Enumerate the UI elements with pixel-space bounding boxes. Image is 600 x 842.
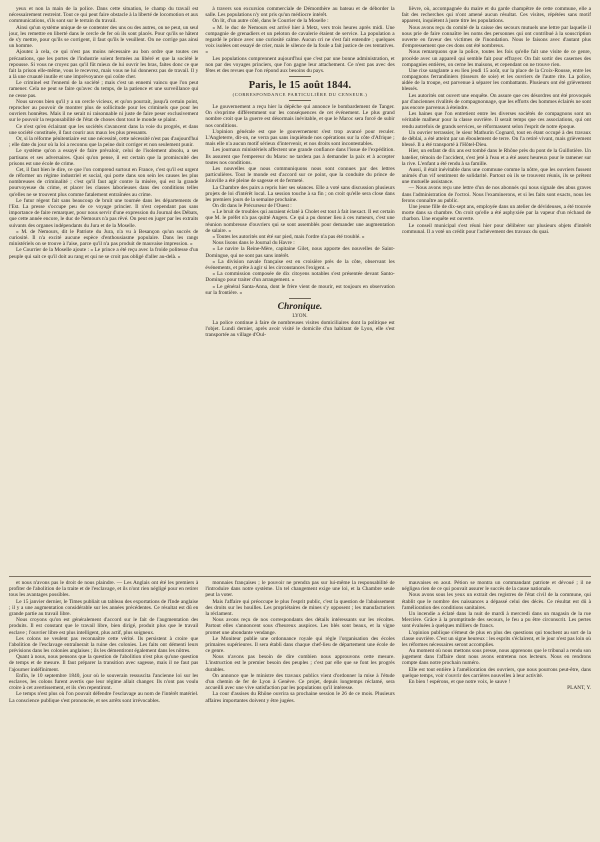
paragraph: La Chambre des pairs a repris hier ses séances. Elle a voté sans discussion plusieurs projets de loi d'intérêt local. La session touche à sa fin ; on croit qu'elle sera close dans les premiers jours de la semaine prochaine. [205,184,395,203]
divider [289,298,311,299]
paragraph: Le gouvernement a reçu hier la dépêche qui annonce le bombardement de Tanger. On s'exprime différemment sur les conséquences de cet événement. Le plus grand nombre croit que la guerre est désormais inévitable, et que le Maroc sera forcé de subir nos conditions. [205,104,395,129]
paragraph: Le Moniteur publie une ordonnance royale qui règle l'organisation des écoles primaires supérieures. Il sera établi dans chaque chef-lieu de département une école de ce genre. [205,635,395,655]
paragraph: Elle est tout entière à l'amélioration des ouvriers, que nous pourrons peut-être, dans quelque temps, voir s'ouvrir des carrières nouvelles à leur activité. [401,666,591,679]
paragraph: « La division navale française est en croisière près de la côte, observant les événements, et prête à agir si les circonstances l'exigent. » [205,258,395,271]
paragraph: Les autorités ont ouvert une enquête. On assure que ces désordres ont été provoqués par d'anciennes rivalités de compagnonnage, que les efforts des hommes éclairés ne sont pas encore parvenus à éteindre. [401,92,591,111]
paragraph: En bien ! espérons, et que notre voix, le sauve ! [408,679,511,685]
paragraph: yeux et non la main de la police. Dans cette situation, le champ du travail est nécessairement restreint. Tout ce qui peut faire obstacle à la liberté de locomotion et aux communications, s'ils sont sur le terrain du travail. [9,6,199,25]
paragraph: Cet, il faut bien le dire, ce que l'on comprend surtout en France, c'est qu'il est urgent de réformer un régime industriel et social, qui porte dans son sein les causes les plus nombreuses de criminalité ; c'est qu'il faut agir contre la misère, qui est la grande pourvoyeuse du crime, et placer les classes laborieuses dans des conditions telles qu'elles ne se trouvent plus comme fatalement entraînées au crime. [9,166,199,198]
paragraph: Les nouvelles que nous communiquons nous sont connues par des lettres particulières. Tout le monde est d'accord sur ce point, que la conduite du prince de Joinville a été pleine de sagesse et de fermeté. [205,165,395,185]
section-heading: Chronique. [277,301,323,312]
column-1 [9,6,198,571]
paragraph: et nous n'avons pas le droit de nous plaindre. — Les Anglais ont été les premiers à profiter de l'abolition de la traite et de l'esclavage, et ils n'ont rien négligé pour en retirer tous les avantages possibles. [9,580,199,599]
paragraph: Nous croyons qu'on est généralement d'accord sur le fait de l'augmentation des produits. Il est constant que le travail libre, bien dirigé, produit plus que le travail esclave ; l'ouvrier libre est plus intelligent, plus actif, plus soigneux. [9,617,199,636]
paragraph: Une jeune fille de dix-sept ans, employée dans un atelier de dévideuses, a été trouvée morte dans sa chambre. On croit qu'elle a été asphyxiée par la vapeur d'un réchaud de charbon. Une enquête est ouverte. [401,204,591,223]
feuilleton-column-2 [205,580,394,838]
paragraph: La cour d'assises du Rhône ouvrira sa prochaine session le 26 de ce mois. Plusieurs affaires importantes doivent y être jugées. [205,691,395,704]
paragraph: Le Courrier de la Moselle ajoute : « Le prince a été reçu avec la froide politesse d'un peuple qui sait ce qu'il doit au rang et qui ne se croit pas obligé d'aller au-delà. » [9,247,199,260]
paragraph: Le temps n'est plus où l'on pouvait défendre l'esclavage au nom de l'intérêt matériel. La conscience publique s'est prononcée, et ses arrêts sont irrévocables. [9,691,199,704]
paragraph: Nous avons reçu de nos correspondants des détails intéressants sur les récoltes. Partout elles s'annoncent sous d'heureux auspices. Les blés sont beaux, et la vigne promet une abondante vendange. [205,617,395,636]
column-2 [205,6,394,571]
paragraph: On annonce que le ministre des travaux publics vient d'ordonner la mise à l'étude d'un chemin de fer de Lyon à Genève. Ce projet, depuis longtemps réclamé, sera accueilli avec une vive satisfaction par les populations qu'il intéresse. [205,672,395,692]
paragraph: Une rixe sanglante a eu lieu jeudi 15 août, sur la place de la Croix-Rousse, entre les compagnons ferrandiniers (tisseurs de soie) et les ouvriers de l'autre rite. La police, aidée de la troupe, est parvenue à séparer les combattants. Plusieurs ont été grièvement blessés. [401,67,591,93]
paragraph: Le conseil municipal s'est réuni hier pour délibérer sur plusieurs objets d'intérêt communal. Il a voté un crédit pour l'achèvement des travaux du quai. [401,222,591,235]
paragraph: « La commission composée de dix citoyens notables s'est présentée devant Santo-Domingo pour traiter d'un arrangement. » [205,271,395,284]
divider [289,76,311,77]
divider [289,100,311,101]
paragraph: à travers son excursion commerciale de Démonthère au bateau et de déborder la salle. Les populations n'y ont pris qu'un médiocre intérêt. [205,6,395,19]
feuilleton-section [9,576,591,838]
paragraph: Un incendie a éclaté dans la nuit de mardi à mercredi dans un magasin de la rue Mercière. Grâce à la promptitude des secours, le feu a pu être circonscrit. Les pertes sont évaluées à quelques milliers de francs. [401,610,591,630]
paragraph: Or, si la réforme pénitentiaire est une nécessité, cette nécessité n'est pas d'aujourd'hui ; elle date du jour où la loi a reconnu que la peine doit corriger et non seulement punir. [9,135,199,149]
paragraph: Les populations comprennent aujourd'hui que c'est par une bonne administration, et non par des voyages princiers, que l'on gagne leur attachement. Ce n'est pas avec des fêtes et des revues que l'on répond aux besoins du pays. [205,55,395,74]
paragraph: Le futur régent fait sans beaucoup de bruit une tournée dans les départements de l'Est. La presse s'occupe peu de ce voyage princier. Il n'est cependant pas sans importance de faire remarquer, pour nous servir d'une expression du Journal des Débats, que cette année encore, le duc de Nemours n'a pas rêvé. On peut en juger par les extraits suivants des organes indépendants du Jura et de la Moselle. [9,197,199,229]
column-3 [402,6,591,571]
paragraph: Quant à nous, nous pensons que la question de l'abolition n'est plus qu'une question de temps et de mesure. Il faut préparer la transition avec sagesse, mais il ne faut pas l'ajourner indéfiniment. [9,654,199,673]
paragraph: « M. de Nemours, dit le Patriote du Jura, n'a vu à Besançon qu'un succès de curiosité. Il n'a excité aucune espèce d'enthousiasme populaire. Dans les rangs ministériels on se trouve à l'aise, parce qu'il n'a pas produit de mauvaise impression. » [9,228,199,248]
paragraph: « M. le duc de Nemours est arrivé hier à Metz, vers trois heures après midi. Une compagnie de grenadiers et un peloton de cavalerie étaient de service. La population a regardé le prince avec une curiosité calme. Aucun cri ne s'est fait entendre ; quelques voix isolées ont essayé de crier, mais le silence de la foule a fait justice de ces tentatives. » [205,24,395,56]
signature: PLANT, Y. [567,685,591,692]
paragraph: « Le navire la Reine-Mère, capitaine Gilet, nous apporte des nouvelles de Saint-Domingue, qui ne sont pas sans intérêt. [205,246,395,259]
paragraph: On lit, d'un autre côté, dans le Courrier de la Moselle : [212,18,329,25]
paragraph: Nous lisons dans le Journal du Havre : [212,240,295,247]
paragraph: Les journaux ministériels affectent une grande confiance dans l'issue de l'expédition. Ils assurent que l'empereur du Maroc ne tardera pas à demander la paix et à accepter toutes nos conditions. [205,147,395,166]
paragraph: Nous avons reçu du comité de la caisse des secours mutuels une lettre par laquelle il nous prie de faire connaître les noms des personnes qui ont contribué à la souscription ouverte en faveur des victimes de l'inondation. Nous le faisons avec d'autant plus d'empressement que ces dons ont été nombreux. [401,24,591,50]
paragraph: L'opinion publique s'émeut de plus en plus des questions qui touchent au sort de la classe ouvrière. C'est un signe heureux : les esprits s'éclairent, et le jour n'est pas loin où les réformes nécessaires seront accomplies. [401,629,591,648]
paragraph: Le 15 janvier dernier, le Times publiait un tableau des exportations de l'Inde anglaise ; il y a une augmentation considérable sur les années précédentes. Ce résultat est dû en grande partie au travail libre. [9,598,199,617]
paragraph: Les haines que l'on entretient entre les diverses sociétés de compagnons sont un véritable malheur pour la classe ouvrière. Il serait temps que ces associations, qui ont rendu autrefois de grands services, se réformassent selon l'esprit de notre époque. [401,111,591,130]
paragraph: On dit dans le Précurseur de l'Ouest : [212,203,292,210]
paragraph: Mais l'affaire qui préoccupe le plus l'esprit public, c'est la question de l'abaissement des droits sur les houilles. Les propriétaires de mines s'y opposent ; les manufacturiers la réclament. [205,598,395,617]
feuilleton-column-3 [402,580,591,838]
paragraph: Au moment où nous mettons sous presse, nous apprenons que le tribunal a rendu son jugement dans l'affaire dont nous avons entretenu nos lecteurs. Nous en rendrons compte dans notre prochain numéro. [401,648,591,667]
paragraph: Le système qu'on a essayé de faire prévaloir, celui de l'isolement absolu, a ses partisans et ses adversaires. Quoi qu'on pense, il est certain que la promiscuité des prisons est une école de crime. [9,148,199,167]
paragraph: Enfin, le 10 septembre 1840, jour où le souverain ressuscita l'ancienne loi sur les esclaves, les colons furent avertis que leur régime allait changer. Ils n'ont pas voulu croire à cet avertissement, et ils s'en repentiront. [9,672,199,692]
paragraph: Nous remarquons que la police, toutes les fois qu'elle fait une visite de ce genre, procède avec un appareil qui semble fait pour effrayer. On fait sortir des casernes des compagnies entières, on cerne les maisons, et cependant on ne trouve rien. [401,49,591,68]
paragraph: « Le bruit de troubles qui auraient éclaté à Cholet est tout à fait inexact. Il est certain que M. le préfet n'a pas quitté Angers. Ce qui a pu donner lieu à ces rumeurs, c'est une réunion nombreuse d'ouvriers qui se sont assemblés pour demander une augmentation de salaire. » [205,209,395,234]
paragraph: monnaies françaises ; le pouvoir ne prendra pas sur lui-même la responsabilité de l'introduire dans notre système. Un tel changement exige une loi, et la Chambre seule peut la voter. [205,580,395,599]
feuilleton-column-1 [9,580,198,838]
upper-columns [9,6,591,571]
dateline-subheading: (CORRESPONDANCE PARTICULIÈRE DU CENSEUR.) [232,92,368,98]
paragraph: Aussi, il était inévitable dans une commune comme la nôtre, que les ouvriers fussent animés d'un vif sentiment de solidarité. Partout où ils se trouvent réunis, ils se prêtent une mutuelle assistance. [401,166,591,186]
paragraph: lièvre, où, accompagnée du maire et du garde champêtre de cette commune, elle a fait des recherches qui n'ont amené aucun résultat. Ces visites, répétées sans motif apparent, inquiètent à juste titre les populations. [401,6,591,25]
paragraph: mauvaises en aout. Pétion se montra un commandant patriote et dévoué ; il ne négligea rien de ce qui pouvait assurer le succès de la cause nationale. [401,580,591,593]
paragraph: Ainsi qu'un système unique de se contenter des uns ou des autres, on ne peut, un seul jour, les remettre en liberté dans le cercle de fer où ils sont placés. Pour qu'ils se hâtent de s'y mettre, pour qu'ils se corrigent, il faut qu'ils le veuillent. On ne corrige pas ainsi un homme. [9,24,199,50]
section-subheading: LYON. [292,312,308,319]
paragraph: Hier, un enfant de dix ans est tombé dans le Rhône près du pont de la Guillotière. Un batelier, témoin de l'accident, s'est jeté à l'eau et a été assez heureux pour le ramener sur la rive. L'enfant a été rendu à sa famille. [401,148,591,167]
paragraph: Nous avons sous les yeux un extrait des registres de l'état civil de la commune, qui établit que le nombre des naissances a dépassé celui des décès. Ce résultat est dû à l'amélioration des conditions sanitaires. [401,592,591,611]
paragraph: Nous savons bien qu'il y a un cercle vicieux, et qu'on pourrait, jusqu'à certain point, reprocher au pouvoir de montrer plus de sollicitude pour les criminels que pour les ouvriers honnêtes. Mais il ne serait ni raisonnable ni juste de faire peser exclusivement sur le pouvoir la responsabilité de l'état de choses dont tout le monde se plaint. [9,98,199,124]
paragraph: Le criminel est l'ennemi de la société ; mais c'est un ennemi vaincu que l'on peut ramener. Cela ne peut se faire qu'avec du temps, de la patience et une surveillance qui ne cesse pas. [9,80,199,99]
paragraph: « Toutes les autorités ont été sur pied, mais l'ordre n'a pas été troublé. » [212,234,365,240]
paragraph: « Le général Santa-Anna, dont le frère vient de mourir, est toujours en observation sur la frontière. » [205,283,395,296]
paragraph: Les colons ne veulent pas reconnaître cette vérité. Ils persistent à croire que l'abolition de l'esclavage entraînerait la ruine des colonies. Les faits ont démenti leurs prévisions dans les colonies anglaises ; ils les démentiront également dans les nôtres. [9,635,199,655]
paragraph: Un ouvrier terrassier, le sieur Mathurin Cognard, tout en étant occupé à des travaux de déblai, a été atteint par un éboulement de terre. On l'a retiré vivant, mais grièvement blessé. Il a été transporté à l'Hôtel-Dieu. [401,129,591,149]
paragraph: — Nous avons reçu une lettre d'un de nos abonnés qui nous signale des abus graves dans l'administration de l'octroi. Nous l'examinerons, et si les faits sont exacts, nous les ferons connaître au public. [401,185,591,204]
paragraph: Nous n'avons pas besoin de dire combien nous approuvons cette mesure. L'instruction est le premier besoin des peuples ; c'est par elle que se font les progrès durables. [205,654,395,673]
paragraph: Ce n'est qu'en éclairant que les sociétés s'avancent dans la voie du progrès, et dans une société constituée, il faut courir aux maux les plus pressants. [9,123,199,136]
paragraph: La police continue à faire de nombreuses visites domiciliaires dont la politique est l'objet. Lundi dernier, après avoir visité le domicile d'un habitant de Lyon, elle s'est transportée au village d'Oul- [205,319,395,339]
dateline-heading: Paris, le 15 août 1844. [248,80,352,92]
paragraph: Ajoutez à cela, ce qui n'est pas moins nécessaire au bon ordre que toutes ces précautions, que les portes de l'industrie soient fermées au libéré et que la société le repousse. Si vous ne croyez pas qu'il fût mieux de lui ouvrir les bras, faites donc ce que fait la prison elle-même, vous le recevrez, mais vous ne lui donnerez pas de travail. Il y a là une cruauté inutile et une imprévoyance qui coûte cher. [9,49,199,81]
paragraph: L'opinion générale est que le gouvernement s'est trop avancé pour reculer. L'Angleterre, dit-on, ne verra pas sans inquiétude nos opérations sur la côte d'Afrique ; mais elle n'a aucun motif sérieux d'intervenir, et nos droits sont incontestables. [205,128,395,148]
